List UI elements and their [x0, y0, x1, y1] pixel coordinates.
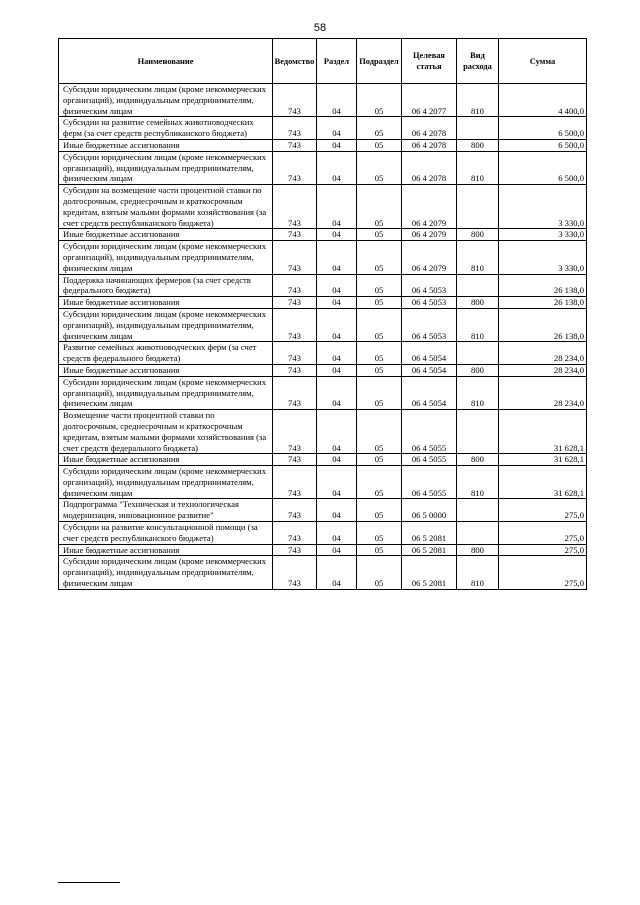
- name-cell: Субсидии юридическим лицам (кроме некоммерческих организаций), индивидуальным предпринимателям, физическим лицам: [59, 84, 273, 117]
- vid-rashoda-cell: 800: [457, 229, 499, 241]
- table-row: [59, 151, 587, 184]
- table-body: [59, 84, 587, 590]
- celevaya-statya-cell: 06 4 2078: [402, 139, 457, 151]
- vedomstvo-cell: 743: [273, 241, 317, 274]
- table-row: [59, 185, 587, 229]
- footnote-divider: [58, 882, 120, 883]
- podrazdel-cell: 05: [357, 297, 402, 309]
- celevaya-statya-cell: 06 5 2081: [402, 544, 457, 556]
- summa-cell: 26 138,0: [499, 297, 587, 309]
- podrazdel-cell: 05: [357, 342, 402, 365]
- podrazdel-cell: 05: [357, 229, 402, 241]
- razdel-cell: 04: [317, 454, 357, 466]
- vid-rashoda-cell: [457, 499, 499, 522]
- celevaya-statya-cell: 06 4 2078: [402, 117, 457, 140]
- vedomstvo-cell: 743: [273, 556, 317, 589]
- summa-cell: 4 400,0: [499, 84, 587, 117]
- vid-rashoda-cell: [457, 522, 499, 545]
- name-cell: Субсидии на возмещение части процентной ставки по долгосрочным, среднесрочным и краткосрочным кредитам, взятым малыми формами хозяйствования (за счет средств республиканского бюджета): [59, 185, 273, 229]
- celevaya-statya-cell: 06 4 2077: [402, 84, 457, 117]
- budget-table: [58, 38, 587, 590]
- vedomstvo-cell: 743: [273, 466, 317, 499]
- summa-cell: 3 330,0: [499, 185, 587, 229]
- razdel-cell: 04: [317, 84, 357, 117]
- table-row: [59, 410, 587, 454]
- vid-rashoda-cell: [457, 342, 499, 365]
- razdel-cell: 04: [317, 117, 357, 140]
- vedomstvo-cell: 743: [273, 376, 317, 409]
- celevaya-statya-cell: 06 4 5055: [402, 454, 457, 466]
- summa-cell: 275,0: [499, 522, 587, 545]
- name-cell: Субсидии юридическим лицам (кроме некоммерческих организаций), индивидуальным предпринимателям, физическим лицам: [59, 556, 273, 589]
- summa-cell: 26 138,0: [499, 308, 587, 341]
- summa-cell: 3 330,0: [499, 241, 587, 274]
- header-vid-rashoda: Вид расхода: [457, 39, 499, 84]
- vid-rashoda-cell: 800: [457, 297, 499, 309]
- razdel-cell: 04: [317, 376, 357, 409]
- razdel-cell: 04: [317, 229, 357, 241]
- vedomstvo-cell: 743: [273, 139, 317, 151]
- name-cell: Иные бюджетные ассигнования: [59, 364, 273, 376]
- celevaya-statya-cell: 06 4 5053: [402, 274, 457, 297]
- podrazdel-cell: 05: [357, 410, 402, 454]
- name-cell: Поддержка начинающих фермеров (за счет средств федерального бюджета): [59, 274, 273, 297]
- table-row: [59, 229, 587, 241]
- table-header-row: [59, 39, 587, 84]
- razdel-cell: 04: [317, 410, 357, 454]
- razdel-cell: 04: [317, 364, 357, 376]
- table-row: [59, 376, 587, 409]
- name-cell: Подпрограмма "Техническая и технологическая модернизация, инновационное развитие": [59, 499, 273, 522]
- summa-cell: 275,0: [499, 544, 587, 556]
- summa-cell: 275,0: [499, 499, 587, 522]
- table-row: [59, 522, 587, 545]
- name-cell: Субсидии юридическим лицам (кроме некоммерческих организаций), индивидуальным предпринимателям, физическим лицам: [59, 308, 273, 341]
- table-row: [59, 499, 587, 522]
- summa-cell: 26 138,0: [499, 274, 587, 297]
- table-row: [59, 84, 587, 117]
- razdel-cell: 04: [317, 274, 357, 297]
- table-row: [59, 297, 587, 309]
- razdel-cell: 04: [317, 151, 357, 184]
- celevaya-statya-cell: 06 5 2081: [402, 556, 457, 589]
- podrazdel-cell: 05: [357, 499, 402, 522]
- vedomstvo-cell: 743: [273, 342, 317, 365]
- celevaya-statya-cell: 06 4 2079: [402, 241, 457, 274]
- page-number: 58: [313, 22, 327, 34]
- summa-cell: 275,0: [499, 556, 587, 589]
- podrazdel-cell: 05: [357, 522, 402, 545]
- podrazdel-cell: 05: [357, 364, 402, 376]
- vedomstvo-cell: 743: [273, 499, 317, 522]
- vedomstvo-cell: 743: [273, 410, 317, 454]
- razdel-cell: 04: [317, 544, 357, 556]
- table-row: [59, 364, 587, 376]
- podrazdel-cell: 05: [357, 308, 402, 341]
- table-row: [59, 454, 587, 466]
- vedomstvo-cell: 743: [273, 84, 317, 117]
- razdel-cell: 04: [317, 499, 357, 522]
- razdel-cell: 04: [317, 308, 357, 341]
- name-cell: Субсидии юридическим лицам (кроме некоммерческих организаций), индивидуальным предпринимателям, физическим лицам: [59, 151, 273, 184]
- celevaya-statya-cell: 06 5 2081: [402, 522, 457, 545]
- vid-rashoda-cell: 810: [457, 241, 499, 274]
- summa-cell: 6 500,0: [499, 139, 587, 151]
- name-cell: Субсидии юридическим лицам (кроме некоммерческих организаций), индивидуальным предпринимателям, физическим лицам: [59, 241, 273, 274]
- vid-rashoda-cell: 810: [457, 556, 499, 589]
- celevaya-statya-cell: 06 4 5053: [402, 308, 457, 341]
- vid-rashoda-cell: 800: [457, 544, 499, 556]
- vid-rashoda-cell: 810: [457, 84, 499, 117]
- vid-rashoda-cell: 810: [457, 466, 499, 499]
- vedomstvo-cell: 743: [273, 297, 317, 309]
- header-summa: Сумма: [499, 39, 587, 84]
- name-cell: Субсидии юридическим лицам (кроме некоммерческих организаций), индивидуальным предпринимателям, физическим лицам: [59, 376, 273, 409]
- razdel-cell: 04: [317, 297, 357, 309]
- name-cell: Иные бюджетные ассигнования: [59, 139, 273, 151]
- name-cell: Иные бюджетные ассигнования: [59, 454, 273, 466]
- table-row: [59, 342, 587, 365]
- name-cell: Иные бюджетные ассигнования: [59, 544, 273, 556]
- celevaya-statya-cell: 06 4 5055: [402, 410, 457, 454]
- podrazdel-cell: 05: [357, 466, 402, 499]
- vedomstvo-cell: 743: [273, 308, 317, 341]
- name-cell: Субсидии на развитие консультационной помощи (за счет средств республиканского бюджета): [59, 522, 273, 545]
- vedomstvo-cell: 743: [273, 151, 317, 184]
- celevaya-statya-cell: 06 4 2079: [402, 185, 457, 229]
- vid-rashoda-cell: [457, 410, 499, 454]
- header-razdel: Раздел: [317, 39, 357, 84]
- summa-cell: 6 500,0: [499, 151, 587, 184]
- vedomstvo-cell: 743: [273, 454, 317, 466]
- table-row: [59, 117, 587, 140]
- vid-rashoda-cell: 800: [457, 454, 499, 466]
- vedomstvo-cell: 743: [273, 117, 317, 140]
- podrazdel-cell: 05: [357, 376, 402, 409]
- vid-rashoda-cell: [457, 274, 499, 297]
- table-row: [59, 466, 587, 499]
- summa-cell: 28 234,0: [499, 364, 587, 376]
- table-row: [59, 308, 587, 341]
- celevaya-statya-cell: 06 4 5054: [402, 376, 457, 409]
- name-cell: Иные бюджетные ассигнования: [59, 229, 273, 241]
- podrazdel-cell: 05: [357, 544, 402, 556]
- razdel-cell: 04: [317, 139, 357, 151]
- header-vedomstvo: Ведомство: [273, 39, 317, 84]
- vid-rashoda-cell: 800: [457, 364, 499, 376]
- vedomstvo-cell: 743: [273, 544, 317, 556]
- podrazdel-cell: 05: [357, 151, 402, 184]
- razdel-cell: 04: [317, 522, 357, 545]
- summa-cell: 28 234,0: [499, 342, 587, 365]
- podrazdel-cell: 05: [357, 274, 402, 297]
- table-row: [59, 241, 587, 274]
- celevaya-statya-cell: 06 4 2078: [402, 151, 457, 184]
- header-podrazdel: Подраздел: [357, 39, 402, 84]
- podrazdel-cell: 05: [357, 556, 402, 589]
- vid-rashoda-cell: 800: [457, 139, 499, 151]
- vedomstvo-cell: 743: [273, 274, 317, 297]
- name-cell: Иные бюджетные ассигнования: [59, 297, 273, 309]
- celevaya-statya-cell: 06 4 5054: [402, 364, 457, 376]
- podrazdel-cell: 05: [357, 185, 402, 229]
- vid-rashoda-cell: 810: [457, 151, 499, 184]
- name-cell: Развитие семейных животноводческих ферм (за счет средств федерального бюджета): [59, 342, 273, 365]
- vid-rashoda-cell: [457, 185, 499, 229]
- summa-cell: 3 330,0: [499, 229, 587, 241]
- summa-cell: 31 628,1: [499, 466, 587, 499]
- celevaya-statya-cell: 06 5 0000: [402, 499, 457, 522]
- celevaya-statya-cell: 06 4 5055: [402, 466, 457, 499]
- vedomstvo-cell: 743: [273, 229, 317, 241]
- vedomstvo-cell: 743: [273, 185, 317, 229]
- table-row: [59, 274, 587, 297]
- razdel-cell: 04: [317, 556, 357, 589]
- name-cell: Субсидии юридическим лицам (кроме некоммерческих организаций), индивидуальным предпринимателям, физическим лицам: [59, 466, 273, 499]
- razdel-cell: 04: [317, 241, 357, 274]
- vedomstvo-cell: 743: [273, 364, 317, 376]
- celevaya-statya-cell: 06 4 5053: [402, 297, 457, 309]
- podrazdel-cell: 05: [357, 84, 402, 117]
- header-name: Наименование: [59, 39, 273, 84]
- table-row: [59, 544, 587, 556]
- vid-rashoda-cell: 810: [457, 376, 499, 409]
- razdel-cell: 04: [317, 185, 357, 229]
- razdel-cell: 04: [317, 342, 357, 365]
- summa-cell: 31 628,1: [499, 410, 587, 454]
- vid-rashoda-cell: [457, 117, 499, 140]
- name-cell: Возмещение части процентной ставки по долгосрочным, среднесрочным и краткосрочным кредитам, взятым малыми формами хозяйствования (за счет средств федерального бюджета): [59, 410, 273, 454]
- header-celevaya-statya: Целевая статья: [402, 39, 457, 84]
- podrazdel-cell: 05: [357, 117, 402, 140]
- celevaya-statya-cell: 06 4 2079: [402, 229, 457, 241]
- vedomstvo-cell: 743: [273, 522, 317, 545]
- razdel-cell: 04: [317, 466, 357, 499]
- table-row: [59, 556, 587, 589]
- podrazdel-cell: 05: [357, 139, 402, 151]
- celevaya-statya-cell: 06 4 5054: [402, 342, 457, 365]
- summa-cell: 6 500,0: [499, 117, 587, 140]
- vid-rashoda-cell: 810: [457, 308, 499, 341]
- summa-cell: 28 234,0: [499, 376, 587, 409]
- podrazdel-cell: 05: [357, 241, 402, 274]
- summa-cell: 31 628,1: [499, 454, 587, 466]
- name-cell: Субсидии на развитие семейных животноводческих ферм (за счет средств республиканского бюджета): [59, 117, 273, 140]
- table-row: [59, 139, 587, 151]
- podrazdel-cell: 05: [357, 454, 402, 466]
